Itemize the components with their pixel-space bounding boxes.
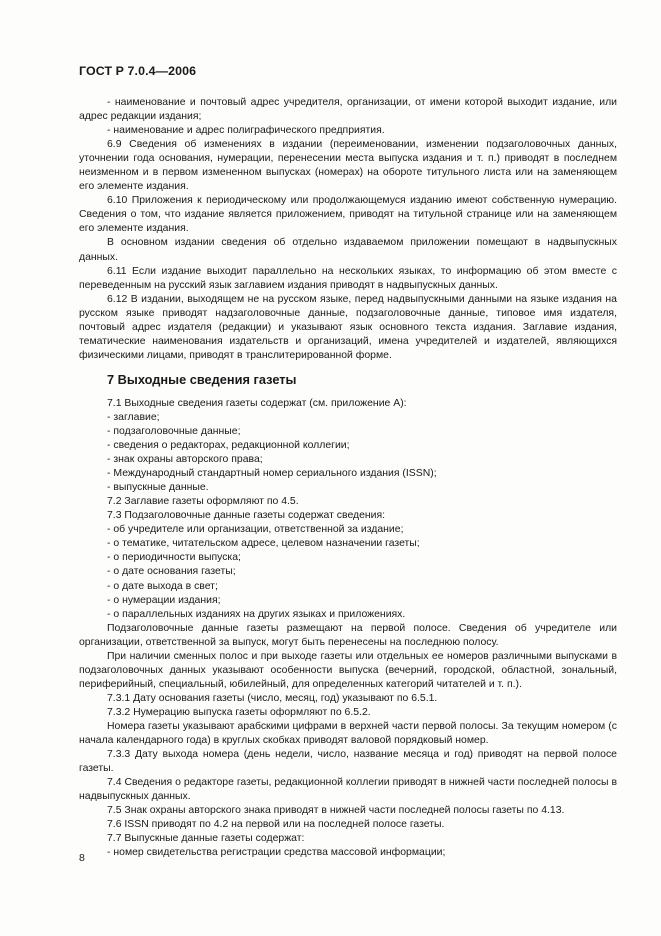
list-item: - об учредителе или организации, ответственной за издание;: [107, 524, 404, 536]
list-item: - наименование и адрес полиграфического предприятия.: [107, 125, 385, 137]
paragraph: В основном издании сведения об отдельно издаваемом приложении помещают в надвыпускных данных.: [79, 237, 617, 263]
list-item: - о дате выхода в свет;: [107, 580, 218, 592]
clause-7-3: 7.3 Подзаголовочные данные газеты содержат сведения:: [107, 510, 386, 522]
clause-7-1: 7.1 Выходные сведения газеты содержат (см. приложение А):: [107, 397, 407, 409]
list-item: - наименование и почтовый адрес учредителя, организации, от имени которой выходит издание, или адрес редакции издания;: [79, 97, 617, 123]
paragraph: При наличии сменных полос и при выходе газеты или отдельных ее номеров различными выпусками в подзаголовочных данных указывают особенности выпуска (вечерний, городской, областной, зональный, периферийный, специальный, юбилейный, для определенных категорий читателей и т. п.).: [79, 650, 617, 690]
document-body: [79, 96, 617, 860]
clause-7-6: 7.6 ISSN приводят по 4.2 на первой или на последней полосе газеты.: [107, 819, 445, 831]
clause-7-4: 7.4 Сведения о редакторе газеты, редакционной коллегии приводят в нижней части последней полосы в надвыпускных данных.: [79, 777, 617, 803]
list-item: - о тематике, читательском адресе, целевом назначении газеты;: [107, 538, 420, 550]
clause-7-7: 7.7 Выпускные данные газеты содержат:: [107, 833, 305, 845]
list-item: - сведения о редакторах, редакционной коллегии;: [107, 440, 350, 452]
list-item: - о параллельных изданиях на других языках и приложениях.: [107, 608, 406, 620]
list-item: - заглавие;: [107, 411, 160, 423]
page-number: 8: [79, 852, 85, 864]
list-item: - о дате основания газеты;: [107, 566, 236, 578]
paragraph: Номера газеты указывают арабскими цифрами в верхней части первой полосы. За текущим номером (с начала календарного года) в круглых скобках приводят валовой порядковый номер.: [79, 720, 617, 747]
clause-7-2: 7.2 Заглавие газеты оформляют по 4.5.: [107, 496, 299, 508]
clause-6-12: 6.12 В издании, выходящем не на русском языке, перед надвыпускными данными на языке издания на русском языке приводят надзаголовочные данные, подзаголовочные данные, типовое имя издателя, почтовый адрес издателя (редакции) и указывают язык основного текста издания. Заглавие издания, тематические наименования издательств и организаций, имена учредителей и издателей, являющихся физическими лицами, приводят в транслитерированной форме.: [79, 293, 617, 361]
list-item: - выпускные данные.: [107, 482, 209, 494]
list-item: - номер свидетельства регистрации средства массовой информации;: [107, 847, 446, 859]
document-header: ГОСТ Р 7.0.4—2006: [79, 64, 197, 78]
section-7-heading: 7 Выходные сведения газеты: [107, 371, 297, 387]
paragraph: Подзаголовочные данные газеты размещают на первой полосе. Сведения об учредителе или организации, ответственной за выпуск, могут быть перенесены на последнюю полосу.: [79, 622, 617, 648]
list-item: - о нумерации издания;: [107, 594, 221, 606]
clause-7-3-1: 7.3.1 Дату основания газеты (число, месяц, год) указывают по 6.5.1.: [107, 692, 438, 704]
clause-7-5: 7.5 Знак охраны авторского знака приводят в нижней части последней полосы газеты по 4.13.: [107, 805, 565, 817]
clause-7-3-3: 7.3.3 Дату выхода номера (день недели, число, название месяца и год) приводят на первой полосе газеты.: [79, 749, 617, 775]
clause-7-3-2: 7.3.2 Нумерацию выпуска газеты оформляют по 6.5.2.: [107, 706, 371, 718]
list-item: - знак охраны авторского права;: [107, 454, 263, 466]
clause-6-10: 6.10 Приложения к периодическому или продолжающемуся изданию имеют собственную нумерацию. Сведения о том, что издание является приложением, приводят на титульной странице или на заменяющем его элементе издания.: [79, 195, 617, 235]
list-item: - подзаголовочные данные;: [107, 425, 241, 437]
list-item: - Международный стандартный номер сериального издания (ISSN);: [107, 468, 437, 480]
list-item: - о периодичности выпуска;: [107, 552, 241, 564]
clause-6-11: 6.11 Если издание выходит параллельно на нескольких языках, то информацию об этом вместе с переведенным на русский язык заглавием издания приводят в надвыпускных данных.: [79, 265, 617, 291]
clause-6-9: 6.9 Сведения об изменениях в издании (переименовании, изменении подзаголовочных данных, уточнении года основания, нумерации, перенесении места выпуска издания и т. п.) приводят в последнем неизменном и в первом измененном выпусках (номерах) на обороте титульного листа или на заменяющем его элементе издания.: [79, 139, 617, 193]
